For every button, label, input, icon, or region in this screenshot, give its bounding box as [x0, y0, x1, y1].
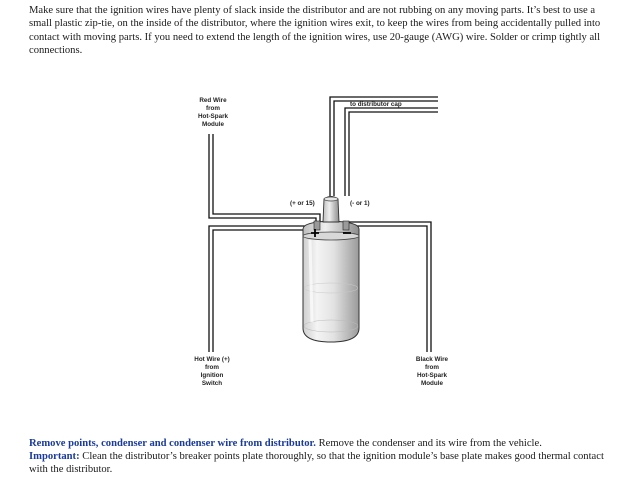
- black-wire-label-line4: Module: [420, 380, 444, 387]
- red-wire-label-line3: Hot-Spark: [197, 113, 229, 120]
- cap-lead-label: to distributor cap: [350, 101, 402, 108]
- red-wire-label-line1: Red Wire: [199, 97, 227, 104]
- red-wire-label: [198, 97, 229, 128]
- red-wire: [209, 134, 320, 232]
- negative-terminal-label: (- or 1): [350, 200, 370, 207]
- positive-terminal-label: (+ or 15): [290, 200, 315, 207]
- intro-paragraph: Make sure that the ignition wires have plenty of slack inside the distributor and are not rubbing on any moving parts. It’s best to use a small plastic zip-tie, on the inside of the distributor, where the ignition wires exit, to keep the wires from being accidentally pulled into contact with moving parts. If you need to extend the length of the ignition wires, use 20-gauge (AWG) wire. Solder or crimp tightly all connections.: [29, 5, 601, 56]
- removal-text: Remove the condenser and its wire from the vehicle.: [315, 438, 542, 449]
- footer-instructions: [29, 438, 619, 476]
- important-text: Clean the distributor’s breaker points plate thoroughly, so that the ignition module’s base plate makes good thermal contact with the distributor.: [29, 450, 604, 475]
- black-wire: [348, 222, 431, 352]
- hot-wire-label-line2: from: [205, 364, 219, 371]
- black-wire-label-line1: Black Wire: [415, 356, 449, 363]
- hot-wire-label-line3: Ignition: [200, 372, 224, 379]
- black-wire-label-line3: Hot-Spark: [416, 372, 448, 379]
- hot-wire: [209, 226, 315, 352]
- hot-wire-label-line4: Switch: [201, 380, 223, 387]
- red-wire-label-line4: Module: [201, 121, 225, 128]
- removal-heading: Remove points, condenser and condenser wire from distributor.: [29, 438, 316, 449]
- hot-wire-label: [194, 356, 229, 387]
- black-wire-label-line2: from: [425, 364, 439, 371]
- black-wire-label: [416, 356, 449, 387]
- hot-wire-label-line1: Hot Wire (+): [194, 356, 230, 363]
- cap-lead-wire: [330, 97, 438, 196]
- important-heading: Important:: [29, 450, 80, 462]
- red-wire-label-line2: from: [206, 105, 220, 112]
